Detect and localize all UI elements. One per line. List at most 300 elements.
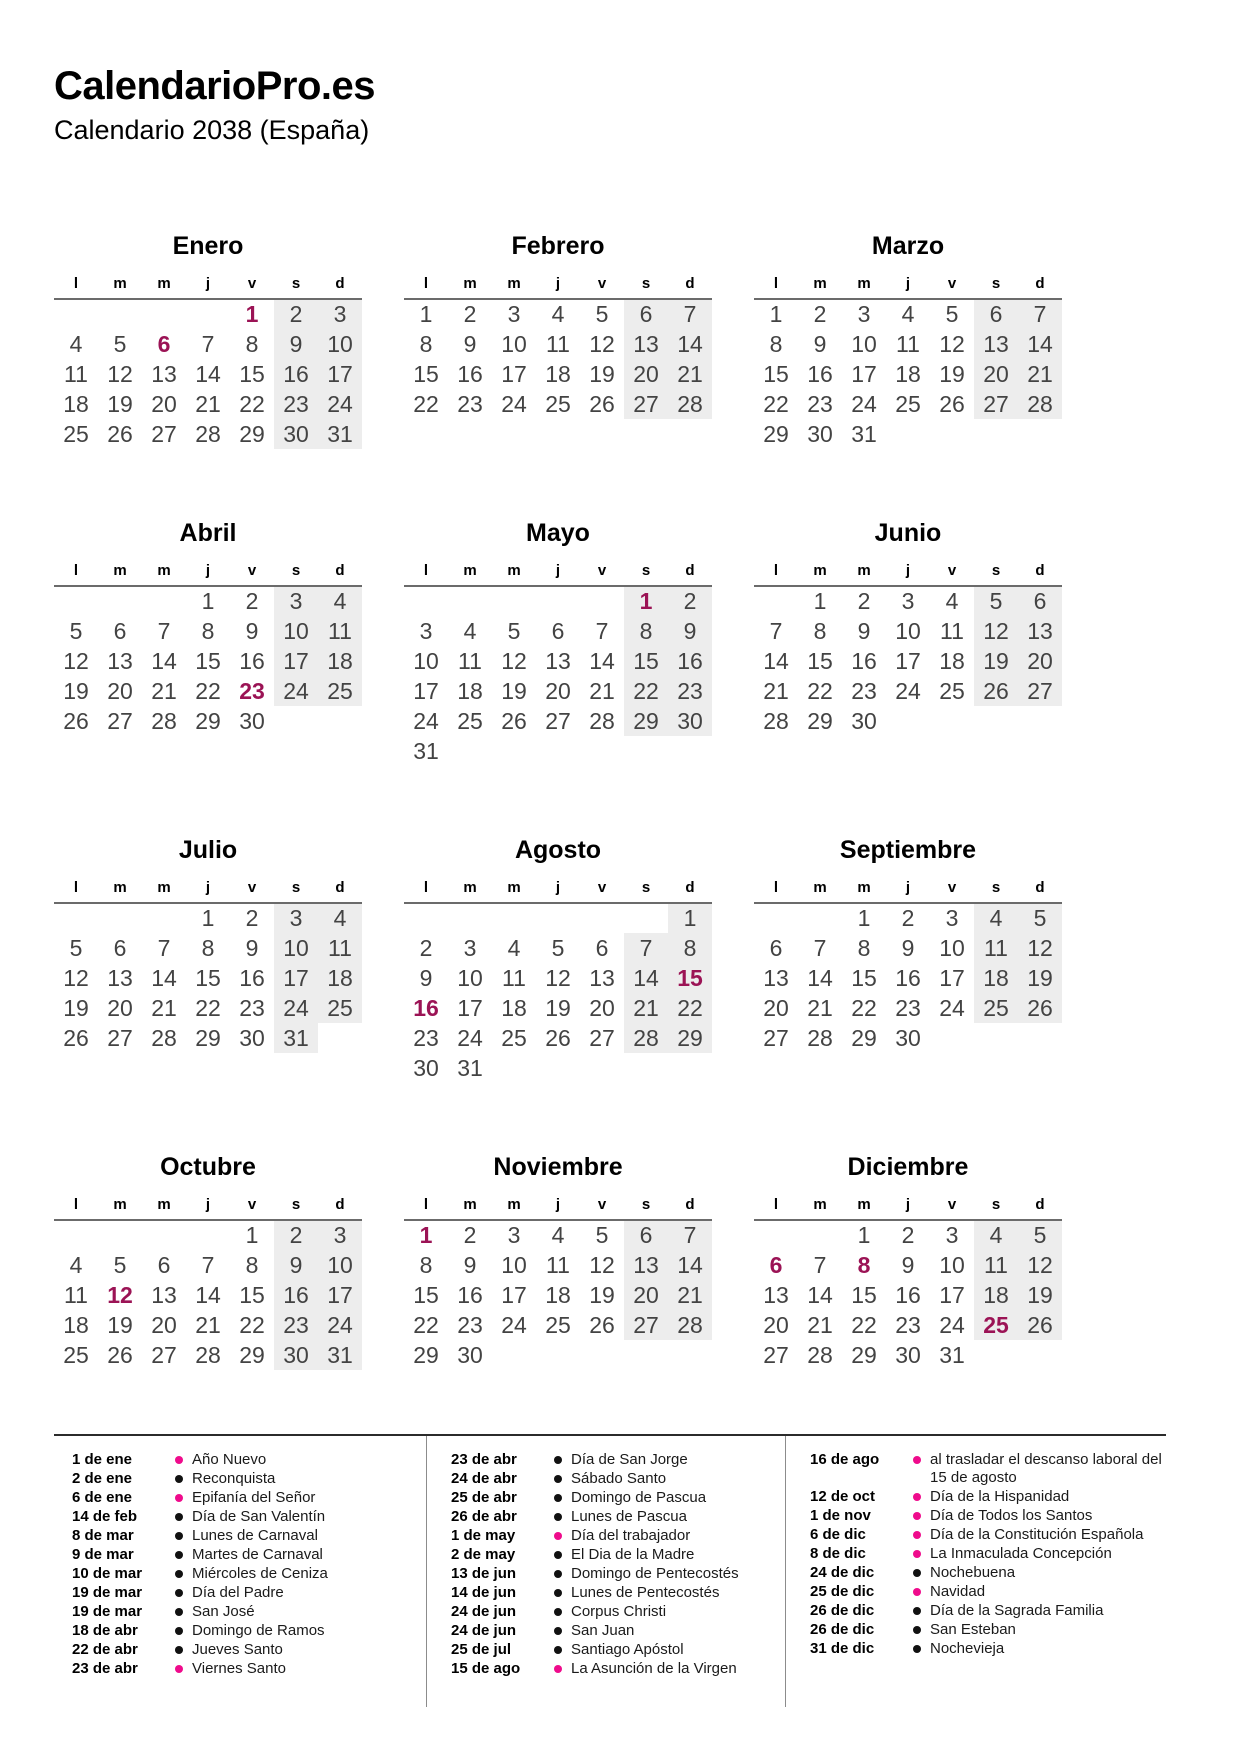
day-cell: 29 bbox=[195, 707, 221, 734]
day-cell: 26 bbox=[974, 676, 1018, 706]
legend-row bbox=[810, 1545, 1166, 1563]
legend-name: Día de Todos los Santos bbox=[930, 1507, 1093, 1524]
day-cell: 6 bbox=[769, 1251, 783, 1278]
legend-row bbox=[451, 1470, 785, 1488]
empty-cell bbox=[668, 1340, 712, 1370]
observance-dot bbox=[554, 1570, 562, 1578]
day-cell: 6 bbox=[974, 299, 1018, 329]
legend-row bbox=[72, 1622, 426, 1640]
day-cell: 15 bbox=[624, 646, 668, 676]
bullet-wrap bbox=[904, 1451, 930, 1464]
legend-row bbox=[451, 1660, 785, 1678]
weekday-header: m bbox=[798, 1194, 842, 1220]
day-cell: 17 bbox=[895, 647, 921, 674]
day-cell: 16 bbox=[457, 360, 483, 387]
month-table bbox=[404, 560, 712, 766]
day-cell: 14 bbox=[195, 360, 221, 387]
week-row bbox=[54, 329, 362, 359]
legend-name: San Esteban bbox=[930, 1621, 1016, 1638]
day-cell: 15 bbox=[195, 647, 221, 674]
day-cell: 24 bbox=[895, 677, 921, 704]
day-cell: 18 bbox=[939, 647, 965, 674]
day-cell: 4 bbox=[901, 301, 915, 327]
empty-cell bbox=[1018, 1340, 1062, 1370]
day-cell: 12 bbox=[107, 360, 133, 387]
day-cell: 13 bbox=[763, 964, 789, 991]
day-cell: 29 bbox=[624, 706, 668, 736]
day-cell: 7 bbox=[157, 617, 171, 644]
week-row bbox=[54, 1280, 362, 1310]
week-row bbox=[754, 993, 1062, 1023]
day-cell: 21 bbox=[807, 1311, 833, 1338]
day-cell: 30 bbox=[274, 1340, 318, 1370]
site-title: CalendarioPro.es bbox=[54, 64, 376, 108]
day-cell: 31 bbox=[851, 420, 877, 447]
legend-row bbox=[72, 1565, 426, 1583]
day-cell: 29 bbox=[763, 420, 789, 447]
day-cell: 8 bbox=[201, 934, 215, 961]
empty-cell bbox=[318, 706, 362, 736]
legend-row bbox=[810, 1488, 1166, 1506]
day-cell: 15 bbox=[413, 1281, 439, 1308]
weekday-header: d bbox=[318, 560, 362, 586]
month-title: Marzo bbox=[871, 232, 945, 260]
month-abril bbox=[54, 519, 362, 736]
day-cell: 27 bbox=[1018, 676, 1062, 706]
week-row bbox=[404, 963, 712, 993]
weekday-header: j bbox=[886, 1194, 930, 1220]
day-cell: 15 bbox=[763, 360, 789, 387]
day-cell: 22 bbox=[195, 994, 221, 1021]
legend-name: Día de la Hispanidad bbox=[930, 1488, 1070, 1505]
weekday-header: d bbox=[318, 273, 362, 299]
weekday-header: m bbox=[842, 560, 886, 586]
observance-dot bbox=[175, 1551, 183, 1559]
bullet-wrap bbox=[545, 1489, 571, 1502]
day-cell: 6 bbox=[157, 1251, 171, 1278]
day-cell: 14 bbox=[624, 963, 668, 993]
day-cell: 13 bbox=[624, 1250, 668, 1280]
legend-name: Miércoles de Ceniza bbox=[192, 1565, 328, 1582]
weekday-header: m bbox=[448, 560, 492, 586]
bullet-wrap bbox=[545, 1584, 571, 1597]
legend-row bbox=[72, 1641, 426, 1659]
legend-name: San Juan bbox=[571, 1622, 635, 1639]
legend-row bbox=[810, 1640, 1166, 1658]
empty-cell bbox=[142, 903, 186, 933]
day-cell: 22 bbox=[668, 993, 712, 1023]
legend-row bbox=[72, 1451, 426, 1469]
day-cell: 12 bbox=[589, 330, 615, 357]
legend-name: Día de la Sagrada Familia bbox=[930, 1602, 1104, 1619]
week-row bbox=[754, 586, 1062, 616]
legend-row bbox=[810, 1583, 1166, 1601]
legend-date: 22 de abr bbox=[72, 1641, 138, 1658]
day-cell: 4 bbox=[69, 330, 83, 357]
day-cell: 31 bbox=[457, 1054, 483, 1081]
day-cell: 1 bbox=[419, 1222, 433, 1248]
empty-cell bbox=[404, 903, 448, 933]
bullet-wrap bbox=[545, 1622, 571, 1635]
observance-dot bbox=[554, 1608, 562, 1616]
month-noviembre bbox=[404, 1153, 712, 1370]
legend-name: Lunes de Carnaval bbox=[192, 1527, 318, 1544]
week-row bbox=[54, 1250, 362, 1280]
observance-dot bbox=[913, 1626, 921, 1634]
day-cell: 26 bbox=[63, 707, 89, 734]
day-cell: 20 bbox=[1018, 646, 1062, 676]
week-row bbox=[54, 903, 362, 933]
week-row bbox=[404, 903, 712, 933]
day-cell: 3 bbox=[419, 617, 433, 644]
weekday-header: m bbox=[448, 877, 492, 903]
day-cell: 25 bbox=[545, 390, 571, 417]
weekday-header: j bbox=[886, 877, 930, 903]
bullet-wrap bbox=[166, 1489, 192, 1502]
day-cell: 20 bbox=[107, 994, 133, 1021]
day-cell: 10 bbox=[851, 330, 877, 357]
week-row bbox=[54, 993, 362, 1023]
day-cell: 24 bbox=[274, 676, 318, 706]
bullet-wrap bbox=[545, 1527, 571, 1540]
day-cell: 3 bbox=[507, 301, 521, 327]
weekday-header: s bbox=[624, 273, 668, 299]
month-title: Septiembre bbox=[839, 836, 977, 864]
legend-name: Navidad bbox=[930, 1583, 986, 1600]
legend-name: Domingo de Pentecostés bbox=[571, 1565, 739, 1582]
observance-dot bbox=[554, 1513, 562, 1521]
day-cell: 15 bbox=[195, 964, 221, 991]
day-cell: 11 bbox=[64, 360, 88, 387]
week-row bbox=[754, 389, 1062, 419]
day-cell: 23 bbox=[851, 677, 877, 704]
legend-name: Lunes de Pentecostés bbox=[571, 1584, 720, 1601]
day-cell: 9 bbox=[245, 934, 259, 961]
day-cell: 30 bbox=[895, 1341, 921, 1368]
day-cell: 23 bbox=[807, 390, 833, 417]
day-cell: 18 bbox=[974, 963, 1018, 993]
public-holiday-dot bbox=[175, 1456, 183, 1464]
day-cell: 1 bbox=[201, 905, 215, 931]
empty-cell bbox=[974, 1340, 1018, 1370]
month-table bbox=[404, 273, 712, 419]
public-holiday-dot bbox=[175, 1494, 183, 1502]
day-cell: 9 bbox=[274, 1250, 318, 1280]
empty-cell bbox=[1018, 706, 1062, 736]
weekday-header: v bbox=[580, 1194, 624, 1220]
day-cell: 28 bbox=[624, 1023, 668, 1053]
day-cell: 27 bbox=[763, 1341, 789, 1368]
month-title: Diciembre bbox=[847, 1153, 969, 1181]
week-row bbox=[404, 1053, 712, 1083]
day-cell: 29 bbox=[668, 1023, 712, 1053]
day-cell: 12 bbox=[501, 647, 527, 674]
weekday-header: m bbox=[842, 1194, 886, 1220]
day-cell: 31 bbox=[939, 1341, 965, 1368]
weekday-header: m bbox=[492, 877, 536, 903]
day-cell: 5 bbox=[551, 934, 565, 961]
empty-cell bbox=[536, 1340, 580, 1370]
day-cell: 22 bbox=[239, 1311, 265, 1338]
day-cell: 9 bbox=[901, 1251, 915, 1278]
day-cell: 25 bbox=[501, 1024, 527, 1051]
day-cell: 19 bbox=[501, 677, 527, 704]
legend-date: 10 de mar bbox=[72, 1565, 143, 1582]
month-octubre bbox=[54, 1153, 362, 1370]
empty-cell bbox=[580, 586, 624, 616]
empty-cell bbox=[492, 903, 536, 933]
week-row bbox=[54, 646, 362, 676]
bullet-wrap bbox=[166, 1546, 192, 1559]
empty-cell bbox=[54, 903, 98, 933]
month-diciembre bbox=[754, 1153, 1062, 1370]
day-cell: 5 bbox=[974, 586, 1018, 616]
legend-name: Martes de Carnaval bbox=[192, 1546, 323, 1563]
day-cell: 9 bbox=[463, 330, 477, 357]
weekday-header: j bbox=[186, 1194, 230, 1220]
day-cell: 28 bbox=[589, 707, 615, 734]
empty-cell bbox=[98, 299, 142, 329]
day-cell: 19 bbox=[545, 994, 571, 1021]
day-cell: 11 bbox=[940, 617, 964, 644]
legend-date: 24 de jun bbox=[451, 1622, 517, 1639]
week-row bbox=[404, 1023, 712, 1053]
observance-dot bbox=[175, 1532, 183, 1540]
day-cell: 2 bbox=[245, 905, 259, 931]
observance-dot bbox=[175, 1513, 183, 1521]
day-cell: 20 bbox=[545, 677, 571, 704]
legend-name: San José bbox=[192, 1603, 255, 1620]
legend-date: 1 de nov bbox=[810, 1507, 871, 1524]
legend-date: 24 de jun bbox=[451, 1603, 517, 1620]
day-cell: 20 bbox=[151, 1311, 177, 1338]
day-cell: 14 bbox=[151, 964, 177, 991]
week-row bbox=[54, 616, 362, 646]
legend-row bbox=[72, 1603, 426, 1621]
day-cell: 15 bbox=[239, 360, 265, 387]
weekday-header: j bbox=[536, 877, 580, 903]
day-cell: 24 bbox=[851, 390, 877, 417]
day-cell: 21 bbox=[807, 994, 833, 1021]
bullet-wrap bbox=[904, 1602, 930, 1615]
day-cell: 26 bbox=[107, 1341, 133, 1368]
bullet-wrap bbox=[904, 1564, 930, 1577]
weekday-header: m bbox=[98, 1194, 142, 1220]
day-cell: 12 bbox=[1018, 1250, 1062, 1280]
day-cell: 2 bbox=[813, 301, 827, 327]
day-cell: 22 bbox=[624, 676, 668, 706]
bullet-wrap bbox=[166, 1603, 192, 1616]
weekday-header: d bbox=[1018, 1194, 1062, 1220]
weekday-header: s bbox=[974, 877, 1018, 903]
empty-cell bbox=[186, 1220, 230, 1250]
day-cell: 4 bbox=[507, 934, 521, 961]
month-title: Julio bbox=[178, 836, 238, 864]
day-cell: 25 bbox=[63, 1341, 89, 1368]
empty-cell bbox=[142, 1220, 186, 1250]
legend-name: Nochevieja bbox=[930, 1640, 1005, 1657]
week-row bbox=[754, 329, 1062, 359]
day-cell: 28 bbox=[763, 707, 789, 734]
week-row bbox=[404, 359, 712, 389]
legend-column-3 bbox=[785, 1436, 1166, 1707]
legend-date: 31 de dic bbox=[810, 1640, 875, 1657]
weekday-header: m bbox=[798, 273, 842, 299]
day-cell: 8 bbox=[245, 1251, 259, 1278]
day-cell: 13 bbox=[107, 647, 133, 674]
day-cell: 19 bbox=[107, 390, 133, 417]
legend-name: Año Nuevo bbox=[192, 1451, 267, 1468]
legend-column-2 bbox=[426, 1436, 785, 1707]
legend-name: Epifanía del Señor bbox=[192, 1489, 316, 1506]
day-cell: 13 bbox=[107, 964, 133, 991]
day-cell: 20 bbox=[107, 677, 133, 704]
day-cell: 23 bbox=[895, 994, 921, 1021]
legend-date: 19 de mar bbox=[72, 1584, 143, 1601]
month-table bbox=[404, 877, 712, 1083]
day-cell: 9 bbox=[274, 329, 318, 359]
empty-cell bbox=[930, 1023, 974, 1053]
week-row bbox=[754, 676, 1062, 706]
empty-cell bbox=[448, 736, 492, 766]
day-cell: 29 bbox=[851, 1341, 877, 1368]
day-cell: 12 bbox=[1018, 933, 1062, 963]
day-cell: 21 bbox=[668, 1280, 712, 1310]
weekday-header: j bbox=[536, 560, 580, 586]
bullet-wrap bbox=[904, 1621, 930, 1634]
day-cell: 4 bbox=[318, 586, 362, 616]
legend-row bbox=[810, 1602, 1166, 1620]
observance-dot bbox=[175, 1475, 183, 1483]
day-cell: 23 bbox=[239, 677, 265, 704]
day-cell: 23 bbox=[274, 389, 318, 419]
day-cell: 29 bbox=[239, 1341, 265, 1368]
day-cell: 22 bbox=[851, 1311, 877, 1338]
legend-name: Sábado Santo bbox=[571, 1470, 667, 1487]
weekday-header: d bbox=[668, 1194, 712, 1220]
month-marzo bbox=[754, 232, 1062, 449]
day-cell: 29 bbox=[195, 1024, 221, 1051]
legend-row bbox=[451, 1641, 785, 1659]
day-cell: 30 bbox=[274, 419, 318, 449]
weekday-header: d bbox=[1018, 877, 1062, 903]
day-cell: 6 bbox=[624, 299, 668, 329]
weekday-header: m bbox=[492, 273, 536, 299]
observance-dot bbox=[913, 1569, 921, 1577]
day-cell: 14 bbox=[1018, 329, 1062, 359]
day-cell: 5 bbox=[69, 617, 83, 644]
empty-cell bbox=[668, 1053, 712, 1083]
legend-date: 24 de dic bbox=[810, 1564, 875, 1581]
public-holiday-dot bbox=[913, 1550, 921, 1558]
bullet-wrap bbox=[545, 1451, 571, 1464]
day-cell: 9 bbox=[857, 617, 871, 644]
day-cell: 30 bbox=[239, 1024, 265, 1051]
observance-dot bbox=[175, 1589, 183, 1597]
empty-cell bbox=[1018, 419, 1062, 449]
day-cell: 14 bbox=[807, 1281, 833, 1308]
day-cell: 1 bbox=[769, 301, 783, 327]
day-cell: 11 bbox=[896, 330, 920, 357]
day-cell: 29 bbox=[807, 707, 833, 734]
legend-name: Día del Padre bbox=[192, 1584, 284, 1601]
day-cell: 26 bbox=[589, 390, 615, 417]
month-table bbox=[54, 273, 362, 449]
empty-cell bbox=[974, 706, 1018, 736]
week-row bbox=[754, 1250, 1062, 1280]
day-cell: 19 bbox=[1018, 1280, 1062, 1310]
day-cell: 11 bbox=[458, 647, 482, 674]
day-cell: 19 bbox=[589, 360, 615, 387]
weekday-header: j bbox=[886, 273, 930, 299]
legend-row bbox=[451, 1508, 785, 1526]
empty-cell bbox=[798, 1220, 842, 1250]
week-row bbox=[54, 933, 362, 963]
day-cell: 22 bbox=[413, 390, 439, 417]
day-cell: 15 bbox=[239, 1281, 265, 1308]
legend-row bbox=[72, 1508, 426, 1526]
day-cell: 4 bbox=[463, 617, 477, 644]
legend-row bbox=[451, 1603, 785, 1621]
empty-cell bbox=[974, 419, 1018, 449]
day-cell: 16 bbox=[851, 647, 877, 674]
day-cell: 6 bbox=[769, 934, 783, 961]
legend-name: Jueves Santo bbox=[192, 1641, 283, 1658]
day-cell: 31 bbox=[318, 419, 362, 449]
legend-row bbox=[451, 1546, 785, 1564]
weekday-header: m bbox=[492, 1194, 536, 1220]
week-row bbox=[754, 933, 1062, 963]
day-cell: 24 bbox=[318, 1310, 362, 1340]
day-cell: 17 bbox=[274, 646, 318, 676]
day-cell: 18 bbox=[457, 677, 483, 704]
legend-date: 23 de abr bbox=[451, 1451, 517, 1468]
day-cell: 30 bbox=[413, 1054, 439, 1081]
empty-cell bbox=[754, 903, 798, 933]
day-cell: 12 bbox=[589, 1251, 615, 1278]
month-table bbox=[754, 1194, 1062, 1370]
weekday-header: s bbox=[624, 877, 668, 903]
day-cell: 7 bbox=[813, 934, 827, 961]
day-cell: 15 bbox=[413, 360, 439, 387]
week-row bbox=[754, 419, 1062, 449]
day-cell: 3 bbox=[945, 1222, 959, 1248]
day-cell: 12 bbox=[939, 330, 965, 357]
day-cell: 11 bbox=[64, 1281, 88, 1308]
day-cell: 28 bbox=[807, 1024, 833, 1051]
day-cell: 13 bbox=[151, 1281, 177, 1308]
day-cell: 21 bbox=[624, 993, 668, 1023]
week-row bbox=[54, 1310, 362, 1340]
empty-cell bbox=[886, 706, 930, 736]
day-cell: 9 bbox=[419, 964, 433, 991]
day-cell: 6 bbox=[551, 617, 565, 644]
week-row bbox=[754, 646, 1062, 676]
week-row bbox=[404, 1340, 712, 1370]
day-cell: 8 bbox=[668, 933, 712, 963]
week-row bbox=[404, 993, 712, 1023]
day-cell: 17 bbox=[501, 1281, 527, 1308]
day-cell: 4 bbox=[69, 1251, 83, 1278]
legend-date: 14 de feb bbox=[72, 1508, 138, 1525]
week-row bbox=[404, 329, 712, 359]
week-row bbox=[54, 299, 362, 329]
legend-name: La Asunción de la Virgen bbox=[571, 1660, 737, 1677]
day-cell: 21 bbox=[195, 1311, 221, 1338]
day-cell: 7 bbox=[595, 617, 609, 644]
legend-name: Domingo de Pascua bbox=[571, 1489, 707, 1506]
empty-cell bbox=[798, 903, 842, 933]
